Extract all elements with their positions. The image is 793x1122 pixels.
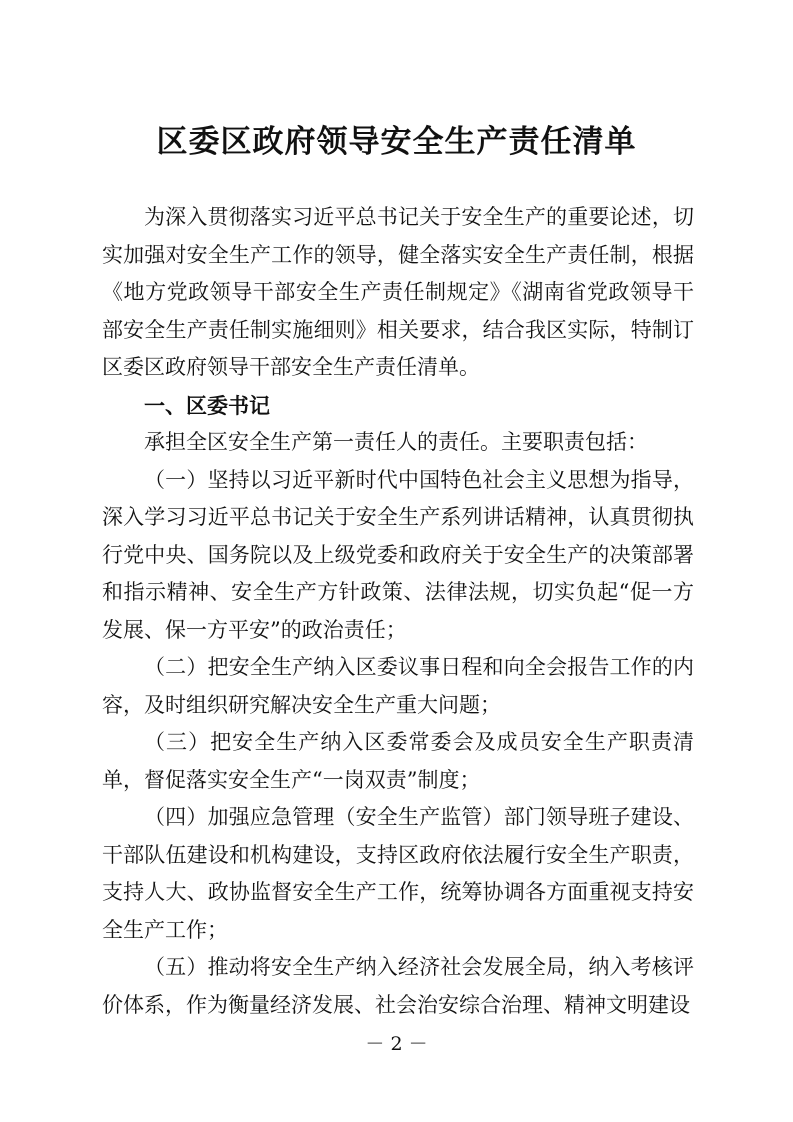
body-paragraph: （一）坚持以习近平新时代中国特色社会主义思想为指导，深入学习习近平总书记关于安全生产系列讲话精神，认真贯彻执行党中央、国务院以及上级党委和政府关于安全生产的决策部署和指示精神、安全生产方针政策、法律法规，切实负起“促一方发展、保一方平安”的政治责任； — [102, 467, 694, 642]
body-paragraph: （四）加强应急管理（安全生产监管）部门领导班子建设、干部队伍建设和机构建设，支持区政府依法履行安全生产职责，支持人大、政协监督安全生产工作，统筹协调各方面重视支持安全生产工作； — [102, 805, 694, 942]
section-heading: 一、区委书记 — [144, 392, 270, 418]
body-paragraph: （五）推动将安全生产纳入经济社会发展全局，纳入考核评价体系，作为衡量经济发展、社会治安综合治理、精神文明建设 — [102, 955, 694, 1017]
document-title: 区委区政府领导安全生产责任清单 — [156, 124, 637, 160]
body-paragraph: （三）把安全生产纳入区委常委会及成员安全生产职责清单，督促落实安全生产“一岗双责”制度； — [102, 730, 694, 792]
document-body — [102, 199, 694, 1024]
body-paragraph: （二）把安全生产纳入区委议事日程和向全会报告工作的内容，及时组织研究解决安全生产重大问题； — [102, 655, 694, 717]
body-paragraph: 承担全区安全生产第一责任人的责任。主要职责包括： — [144, 430, 648, 454]
intro-paragraph: 为深入贯彻落实习近平总书记关于安全生产的重要论述，切实加强对安全生产工作的领导，健全落实安全生产责任制，根据《地方党政领导干部安全生产责任制规定》《湖南省党政领导干部安全生产责任制实施细则》相关要求，结合我区实际，特制订区委区政府领导干部安全生产责任清单。 — [102, 205, 694, 379]
page-number: － 2 － — [365, 1033, 428, 1055]
